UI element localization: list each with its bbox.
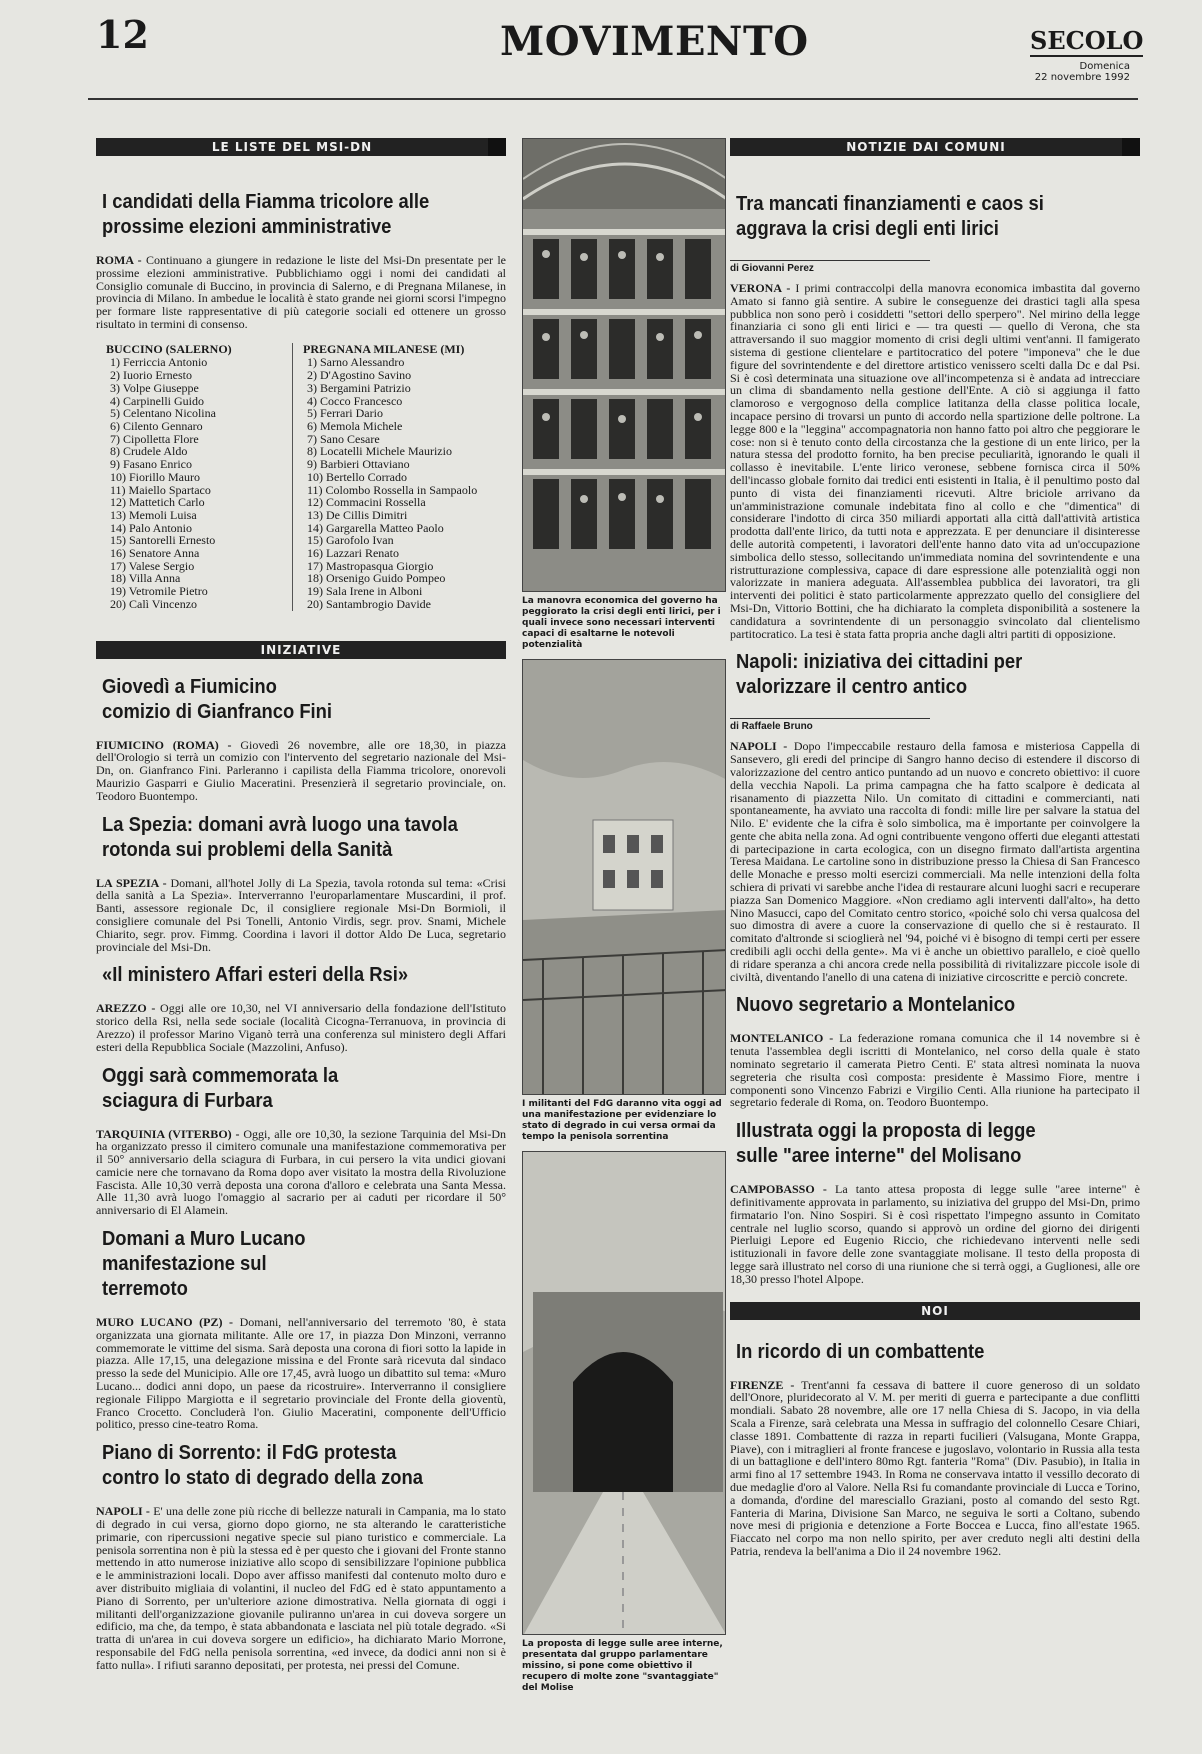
list-pregnana-items [303,356,502,610]
page-number: 12 [96,12,149,57]
headline-enti-lirici: Tra mancati finanziamenti e caos si aggrava la crisi degli enti lirici [736,193,1044,240]
masthead-day: Domenica [1079,61,1130,72]
article-molise-body: CAMPOBASSO - La tanto attesa proposta di legge sulle "aree interne" è definitivamente approvata in parlamento, su iniziativa del gruppo del Msi-Dn, primo firmatario l'on. Nino Sospiri. Si è così rispettato l'impegno assunto in Comitato centrale nel luglio scorso, quando si approvò un ordine del giorno dei dirigenti Pierluigi Lepore ed Eugenio Riccio, che richiedevano interventi nelle sedi istituzionali in favore delle zone svantaggiate molisane. Il testo della proposta di legge sarà illustrato nel corso di una riunione che si terrà oggi, a Guglionesi, alle ore 18,30 presso l'hotel Alpope. [730,1182,1141,1286]
candidate-item: 13) Memoli Luisa [110,507,197,522]
candidate-item: 16) Lazzari Renato [307,546,399,561]
candidate-item: 1) Ferriccia Antonio [110,355,208,370]
headline-candidati: I candidati della Fiamma tricolore alle prossime elezioni amministrative [102,191,430,238]
byline-perez: di Giovanni Perez [730,263,814,274]
candidate-item: 20) Santambrogio Davide [307,596,431,611]
candidate-item: 5) Celentano Nicolina [110,406,216,421]
candidate-item: 11) Maiello Spartaco [110,482,211,497]
list-buccino-items [106,356,292,610]
headline-rsi: «Il ministero Affari esteri della Rsi» [102,964,409,987]
header-rule [88,98,1138,100]
candidate-item: 12) Commacini Rossella [307,495,426,510]
candidate-item: 10) Bertello Corrado [307,469,407,484]
candidate-item: 15) Garofolo Ivan [307,533,394,548]
masthead [1030,26,1144,83]
candidate-item: 8) Locatelli Michele Maurizio [307,444,452,459]
article-furbara-body: TARQUINIA (VITERBO) - Oggi, alle ore 10,30, la sezione Tarquinia del Msi-Dn ha organizzato presso il cimitero comunale una manifestazione commemorativa per il 50° anniversario della sciagura di Furbara, in cui persero la vita undici giovani camicie nere che tornavano da Roma dopo aver visitato la mostra della Rivoluzione Fascista. Alle 10,30 verrà deposta una corona d'alloro e celebrata una Santa Messa. Alle 11,30 avrà luogo l'omaggio al sacrario per ai caduti per ricordare il 50° anniversario di El Alamein. [96,1126,507,1218]
section-title: MOVIMENTO [500,18,809,65]
candidate-item: 20) Calì Vincenzo [110,596,198,611]
photo-molise-tunnel [522,1151,726,1635]
headline-furbara: Oggi sarà commemorata la sciagura di Furbara [102,1064,339,1112]
candidate-item: 4) Carpinelli Guido [110,393,204,408]
headline-muro-lucano: Domani a Muro Lucano manifestazione sul terremoto [102,1228,306,1301]
article-candidati-body: ROMA - Continuano a giungere in redazione le liste del Msi-Dn presentate per le prossime elezioni amministrative. Pubblichiamo oggi i nomi dei candidati al Consiglio comunale di Buccino, in provincia di Salerno, e di Pregnana Milanese, in provincia di Milano. In ambedue le località è stato grande nei giorni scorsi l'impegno per formare liste rappresentative di più categorie sociali ed ottenere un grosso risultato in termini di consenso. [96,253,507,331]
candidate-item: 7) Cipolletta Flore [110,431,199,446]
byline-bruno: di Raffaele Bruno [730,721,813,733]
opera-theatre-image [523,139,726,592]
list-pregnana-title: PREGNANA MILANESE (MI) [303,341,465,356]
section-bar-noi: NOI [730,1302,1140,1320]
article-la-spezia-body: LA SPEZIA - Domani, all'hotel Jolly di La Spezia, tavola rotonda sul tema: «Crisi della sanità a La Spezia». Interverranno l'europarlamentare Muscardini, il prof. Banti, assessore regionale Dc, il consigliere regionale Msi-Dn Bormioli, il consigliere comunale del Psi Tonelli, Antonio Virdis, segr. prov. Snami, Michele Chiarito, segr. prov. Fimmg. Coordina i lavori il dottor Aldo De Luca, segretario provinciale del Msi-Dn. [96,875,506,954]
candidate-lists [96,343,506,611]
caption-sorrento: I militanti del FdG daranno vita oggi ad una manifestazione per evidenziare lo stato di degrado in cui versa ormai da tempo la penisola sorrentina [522,1099,722,1142]
candidate-item: 2) Iuorio Ernesto [110,368,192,383]
left-column [96,138,506,1672]
headline-montelanico: Nuovo segretario a Montelanico [736,994,1016,1017]
candidate-item: 9) Fasano Enrico [110,457,192,472]
headline-molise: Illustrata oggi la proposta di legge sulle "aree interne" del Molisano [736,1120,1036,1168]
middle-column [522,138,726,1702]
byline-rule [730,718,930,719]
candidate-item: 8) Crudele Aldo [110,444,188,459]
headline-combattente: In ricordo di un combattente [736,1340,985,1363]
headline-la-spezia: La Spezia: domani avrà luogo una tavola rotonda sui problemi della Sanità [102,813,458,861]
candidate-item: 5) Ferrari Dario [307,406,383,421]
headline-sorrento: Piano di Sorrento: il FdG protesta contro lo stato di degrado della zona [102,1442,424,1490]
masthead-logo: SECOLO [1030,26,1144,55]
article-napoli-body: NAPOLI - Dopo l'impeccabile restauro della famosa e misteriosa Cappella di Sansevero, gli eredi del principe di Sangro hanno deciso di estendere il discorso di valorizzazione del centro antico puntando ad un nuovo e concreto obiettivo: il cuore della vecchia Napoli. La prima campagna che ha fatto scalpore è dedicata al risanamento di piazzetta Nilo. Un comitato di cittadini e commercianti, nati spontaneamente, ha avviato una raccolta di fondi: mille lire per salvare la statua del Nilo. E' evidente che la cifra è solo simbolica, ma è importante per coinvolgere la gente che abita nella zona. Ad ogni contribuente vengono offerti due eleganti attestati di partecipazione in carta ecologica, con un disegno firmato dall'artista argentina Teresa Maidana. Le cartoline sono in distribuzione presso la Chiesa di San Francesco delle Monache e presso molti esercizi commerciali. Ma nelle intenzioni della folta schiera di privati vi sarebbe anche l'idea di restaurare alcuni luoghi sacri e recuperare piazza San Domenico Maggiore. «Non crediamo agli interventi dall'alto», ha detto Nino Masucci, capo del Comitato centro storico, «poiché solo chi versa qualcosa del suo dimostra di avere a cuore la conservazione di quello che si è restaurato. Il comitato d'altronde si scioglierà nel '94, poiché vi è bisogno di tempi certi per essere credibili agli occhi della gente». Ma vi è anche un obiettivo parallelo, e cioè quello di ridare speranza a chi ancora crede nella possibilità di rivitalizzare piccole isole di civiltà, diventando l'anello di una catena di iniziative circoscritte e perciò concrete. [730,739,1140,984]
candidate-item: 6) Memola Michele [307,419,403,433]
candidate-item: 19) Sala Irene in Alboni [307,584,423,599]
candidate-item: 10) Fiorillo Mauro [110,469,200,484]
masthead-date: 22 novembre 1992 [1034,72,1130,83]
headline-fiumicino: Giovedì a Fiumicino comizio di Gianfranco Fini [102,675,333,723]
photo-opera-theatre [522,138,726,592]
byline-rule [730,260,930,261]
photo-sorrento-building [522,659,726,1095]
section-bar-liste: LE LISTE DEL MSI-DN [96,138,506,156]
list-buccino [96,343,292,611]
candidate-item: 6) Cilento Gennaro [110,419,203,433]
candidate-item: 17) Mastropasqua Giorgio [307,558,434,573]
list-buccino-title: BUCCINO (SALERNO) [106,341,232,356]
article-montelanico-body: MONTELANICO - La federazione romana comunica che il 14 novembre si è tenuta l'assemblea degli iscritti di Montelanico, nel corso della quale è stato nominato segretario il camerata Pietro Centi. E' stata altresì nominata la nuova segreteria che risulta così composta: presidente è Massimo Fiore, mentre i componenti sono Vincenzo Fabrizi e Virgilio Centi. Alla riunione ha partecipato il segretario federale di Roma, on. Teodoro Buontempo. [730,1031,1141,1110]
article-rsi-body: AREZZO - Oggi alle ore 10,30, nel VI anniversario della fondazione dell'Istituto storico della Rsi, nella sede sociale (località Cicogna-Terranuova, in provincia di Arezzo) il professor Marino Viganò terrà una conferenza sul ministero degli Affari esteri della Repubblica Sociale (Mazzolini, Anfuso). [96,1001,507,1054]
candidate-item: 14) Gargarella Matteo Paolo [307,520,444,535]
candidate-item: 12) Mattetich Carlo [110,495,205,510]
list-pregnana [292,343,502,611]
candidate-item: 4) Cocco Francesco [307,393,403,408]
candidate-item: 1) Sarno Alessandro [307,355,405,370]
right-column [730,138,1140,1558]
sorrento-building-image [523,660,726,1095]
caption-molise: La proposta di legge sulle aree interne, presentata dal gruppo parlamentare missino, si pone come obiettivo il recupero di molte zone "svantaggiate" del Molise [522,1639,723,1693]
candidate-item: 7) Sano Cesare [307,431,380,446]
candidate-item: 3) Volpe Giuseppe [110,380,199,395]
candidate-item: 18) Villa Anna [110,571,181,586]
headline-napoli: Napoli: iniziativa dei cittadini per valorizzare il centro antico [736,651,1023,699]
article-sorrento-body: NAPOLI - E' una delle zone più ricche di bellezze naturali in Campania, ma lo stato di degrado in cui versa, giorno dopo giorno, ne sta alterando le caratteristiche primarie, con ripercussioni negative specie sul piano turistico e commerciale. La penisola sorrentina non è più la stessa ed è per questo che i giovani del Fronte stanno mettendo in atto numerose iniziative allo scopo di sensibilizzare l'opinione pubblica e le amministrazioni locali. Dopo aver affisso manifesti dal contenuto molto duro e aver distribuito migliaia di volantini, il nucleo del FdG ed è stato appuntamento a Piano di Sorrento, per un'ulteriore azione dimostrativa. Nella giornata di oggi i militanti dell'organizzazione giovanile puliranno un'area in cui doveva sorgere un edificio, ma che, da tempo, è stata abbandonata e lasciata nel più totale degrado. «Si tratta di un'area in cui doveva sorgere un edificio», ha dichiarato Mario Morrone, responsabile del FdG nella penisola sorrentina, «ed invece, da dodici anni non si è fatto nulla». I rifiuti saranno depositati, per protesta, nei pressi del Comune. [96,1504,507,1672]
candidate-item: 17) Valese Sergio [110,558,195,573]
article-muro-lucano-body: MURO LUCANO (PZ) - Domani, nell'anniversario del terremoto '80, è stata organizzata una giornata militante. Alle ore 17, in piazza Don Minzoni, verranno commemorate le vittime del sisma. Sarà deposta una corona di fiori sotto la lapide in piazza. Alle 17,15, una delegazione missina e del Fronte sarà ricevuta dal sindaco presso la sede del Municipio. Alle ore 17,45, avrà luogo un dibattito sul tema: «Muro Lucano... dodici anni dopo, un paese da ricostruire». Interverranno il consigliere regionale Filippo Margiotta e il segretario provinciale del Fronte della gioventù, Franco Crocetto. Concluderà l'on. Giulio Maceratini, componente dell'Ufficio politico, presso cine-teatro Roma. [96,1315,506,1432]
candidate-item: 19) Vetromile Pietro [110,584,208,599]
article-fiumicino-body: FIUMICINO (ROMA) - Giovedì 26 novembre, alle ore 18,30, in piazza dell'Orologio si terrà un comizio con l'intervento del segretario nazionale del Msi-Dn, on. Gianfranco Fini. Parleranno i capilista della Fiamma tricolore, onorevoli Maurizio Gasparri e Giulio Maceratini. Presenzierà il segretario provinciale, on. Teodoro Buontempo. [96,737,506,803]
article-enti-lirici-body: VERONA - I primi contraccolpi della manovra economica imbastita dal governo Amato si fanno già sentire. A subire le conseguenze dei drastici tagli alla spesa pubblica non sono però i cosiddetti "settori dello sperpero". Nel mirino della legge finanziaria ci sono gli enti lirici e — tra questi — quello di Verona, che sta attraversando il suo maggior momento di crisi degli ultimi vent'anni. Il famigerato sistema di gestione clientelare e partitocratico del potere "imponeva" che le due figure del sovrintendente e del direttore artistico venissero scelti dalla Dc e dal Psi. Si è così determinata una situazione ove all'incompetenza si è andata ad intrecciare un clima di sbandamento nella gestione dell'Ente. A ciò si aggiunga il fatto clamoroso e vergognoso della complice latitanza della classe politica locale, incapace persino di trovarsi un punto di accordo nella spartizione delle poltrone. La legge 800 e la "leggina" accompagnatoria non hanno fatto poi altro che peggiorare le cose: non si è tenuto conto della circostanza che la gestione di un ente lirico, per la natura stessa del prodotto fornito, ha ben precise peculiarità, ignorando le quali il collasso è inevitabile. L'ente lirico veronese, sebbene fornisca circa il 50% dell'incasso globale fornito dai tredici enti esistenti in Italia, è il penultimo posto dal punto di vista dei finanziamenti ricevuti. Altre briciole arrivano da un'amministrazione comunale indebitata fino al collo e che "dimentica" di considerare l'indotto di circa 350 miliardi apportati alla città dall'attività artistica prodotta dall'ente lirico, da tutti nota e apprezzata. E per denunciare il disinteresse delle autorità competenti, i lavoratori dell'ente hanno dato vita ad un'occupazione simbolica dello stesso, sollecitando un'immediata nomina del sovrintendente e una ristrutturazione complessiva, capace di dare espressione alle potenzialità oggi non valorizzate in maniera adeguata. All'assemblea pubblica dei lavoratori, tra gli interventi dei politici è stato particolarmente apprezzato quello del consigliere del Msi-Dn, Vittorio Bottini, che ha dichiarato la completa disponibilità a sostenere la candidatura a sovrintendente di un personaggio svincolato dal clientelismo partitocratico. La tesi è stata fatta propria anche dagli altri partiti di opposizione. [730,281,1141,641]
caption-opera: La manovra economica del governo ha peggiorato la crisi degli enti lirici, per i quali invece sono necessari interventi capaci di esaltarne le notevoli potenzialità [522,596,721,650]
article-combattente-body: FIRENZE - Trent'anni fa cessava di battere il cuore generoso di un soldato dell'Onore, pluridecorato al V. M. per meriti di guerra e partecipante a due conflitti mondiali. Sabato 28 novembre, alle ore 17 nella Chiesa di S. Jacopo, in via della Scala a Firenze, sarà celebrata una Messa in suffragio del colonnello Cesare Chiari, classe 1891. Combattente di razza in reparti fucilieri (Valsugana, Monte Grappa, Piave), con i mitraglieri al fronte francese e jugoslavo, volontario in Russia alla testa di un battaglione e dell'intero 80mo Rgt. fanteria "Roma" (Div. Pasubio), in Italia in armi fino al 17 settembre 1943. In Roma ne conservava intatto il vessillo decorato di due medaglie d'oro al Valore. Nella Rsi fu comandante provinciale di Lucca e Torino, a domanda, d'ordine del maresciallo Graziani, posto al comando del sesto Rgt. Fanteria di Marina, Divisione San Marco, ne seguiva le sorti a Coltano, subendo nove mesi di prigionia e detenzione a Forte Boccea e Lucca, fino all'estate 1965. Fiaccato nel corpo ma non nello spirito, per aver creduto negli alti destini della Patria, rendeva la bell'anima a Dio il 24 novembre 1962. [730,1377,1140,1558]
candidate-item: 11) Colombo Rossella in Sampaolo [307,482,478,497]
candidate-item: 15) Santorelli Ernesto [110,533,216,548]
candidate-item: 9) Barbieri Ottaviano [307,457,410,472]
section-bar-comuni: NOTIZIE DAI COMUNI [730,138,1140,156]
candidate-item: 3) Bergamini Patrizio [307,380,411,395]
candidate-item: 13) De Cillis Dimitri [307,507,408,522]
section-bar-iniziative: INIZIATIVE [96,641,506,659]
candidate-item: 2) D'Agostino Savino [307,368,412,383]
candidate-item: 16) Senatore Anna [110,546,200,561]
molise-tunnel-image [523,1152,726,1635]
candidate-item: 14) Palo Antonio [110,520,193,535]
candidate-item: 18) Orsenigo Guido Pompeo [307,571,446,586]
